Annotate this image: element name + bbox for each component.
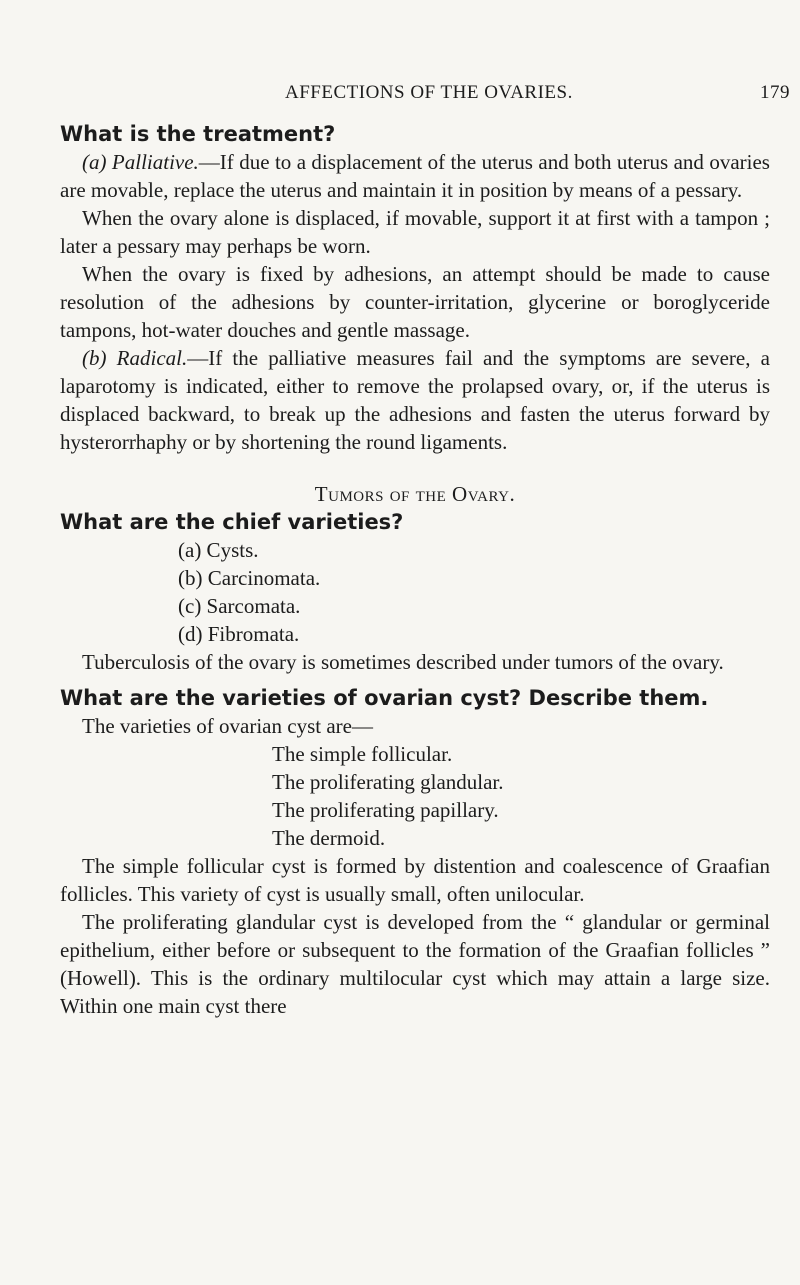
page-number: 179 [760,82,790,103]
paragraph-palliative [60,148,770,204]
list-item: (a) Cysts. [178,538,259,562]
list-item: The dermoid. [272,826,386,850]
running-head: AFFECTIONS OF THE OVARIES. [285,82,573,103]
radical-text: —If the palliative measures fail and the symptoms are severe, a laparotomy is indicated, either to remove the prolapsed ovary, or, if the uterus is displaced backward, to break up the adhesions and fasten the uterus forward by hysterorrhaphy or by shortening the round ligaments. [60,346,770,454]
list-item: (c) Sarcomata. [178,594,301,618]
radical-label: (b) Radical. [82,346,188,370]
paragraph-simple-follicular: The simple follicular cyst is formed by distention and coalescence of Graafian follicles. This variety of cyst is usually small, often unilocular. [60,854,770,906]
question-treatment: What is the treatment? [60,122,336,146]
list-item: (d) Fibromata. [178,622,300,646]
paragraph-tuberculosis: Tuberculosis of the ovary is sometimes described under tumors of the ovary. [82,650,724,674]
paragraph-radical [60,344,770,456]
paragraph-ovary-fixed: When the ovary is fixed by adhesions, an attempt should be made to cause resolution of the adhesions by counter-irritation, glycerine or boroglyceride tampons, hot-water douches and gentle massage. [60,262,770,342]
palliative-text: —If due to a displacement of the uterus and both uterus and ovaries are movable, replace the uterus and maintain it in position by means of a pessary. [60,150,770,202]
list-item: (b) Carcinomata. [178,566,321,590]
list-item: The proliferating glandular. [272,770,504,794]
section-heading-tumors: Tumors of the Ovary. [314,482,516,506]
question-varieties: What are the chief varieties? [60,510,404,534]
page-header [0,82,800,106]
paragraph-cyst-intro: The varieties of ovarian cyst are— [82,714,373,738]
question-cyst-varieties: What are the varieties of ovarian cyst? Describe them. [60,686,709,710]
palliative-label: (a) Palliative. [82,150,199,174]
cyst-varieties-list [60,740,770,852]
list-item: The proliferating papillary. [272,798,499,822]
list-item: The simple follicular. [272,742,453,766]
paragraph-proliferating-glandular: The proliferating glandular cyst is developed from the “ glandular or germinal epithelium, either before or subsequent to the formation of the Graafian follicles ” (Howell). This is the ordinary multilocular cyst which may attain a large size. Within one main cyst there [60,910,770,1018]
paragraph-ovary-displaced: When the ovary alone is displaced, if movable, support it at first with a tampon ; later a pessary may perhaps be worn. [60,206,770,258]
body-text [60,120,770,1020]
tumor-varieties-list [60,536,770,648]
